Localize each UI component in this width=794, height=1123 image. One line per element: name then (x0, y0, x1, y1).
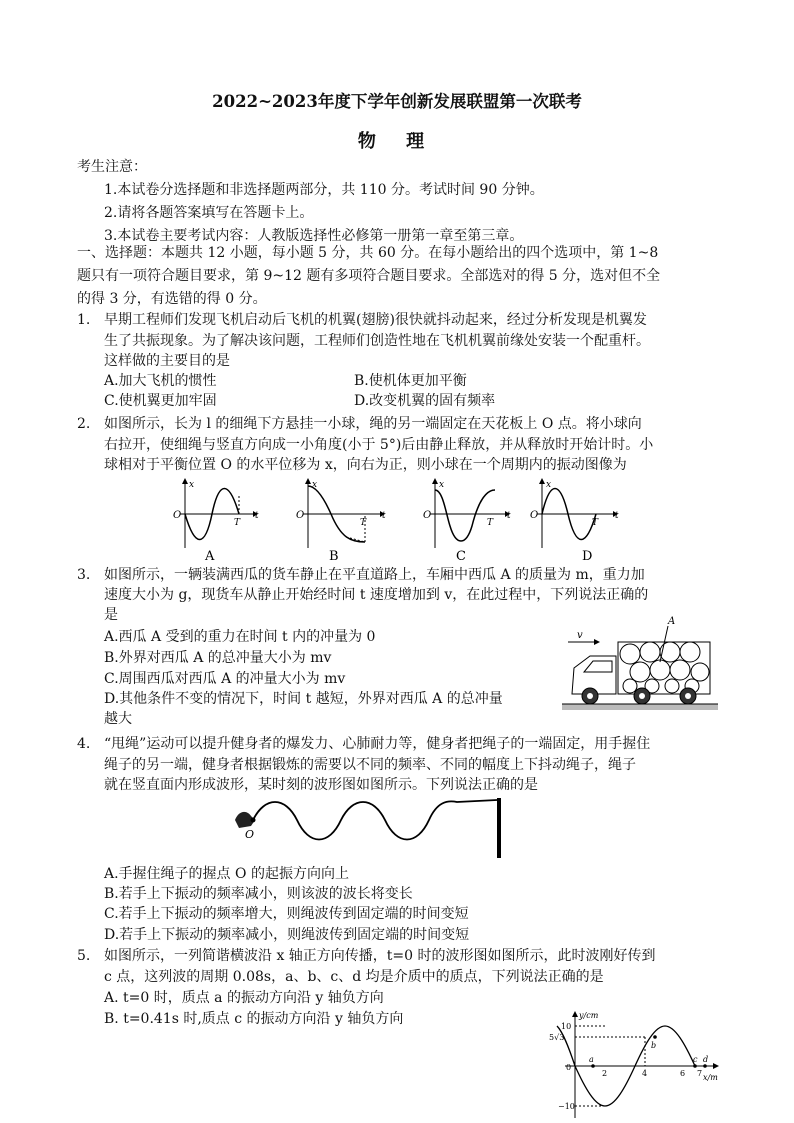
question-text: 生了共振现象。为了解决该问题，工程师们创造性地在飞机机翼前缘处安装一个配重杆。 (104, 333, 650, 349)
question-text: 如图所示，一列简谐横波沿 x 轴正方向传播，t=0 时的波形图如图所示，此时波刚好传到 (104, 948, 656, 964)
question-text: 就在竖直面内形成波形，某时刻的波形图如图所示。下列说法正确的是 (104, 777, 538, 793)
graph-label-c: C (456, 549, 466, 564)
question-number: 2. (77, 416, 91, 432)
section-heading-line: 一、选择题：本题共 12 小题，每小题 5 分，共 60 分。在每小题给出的四个选项中，第 1~8 (77, 245, 659, 261)
axis-label-x: x (439, 480, 445, 490)
question-text: 速度大小为 g，现货车从静止开始经时间 t 速度增加到 v，在此过程中，下列说法正确的 (104, 587, 649, 603)
section-heading-line: 题只有一项符合题目要求，第 9~12 题有多项符合题目要求。全部选对的得 5 分，选对但不全 (77, 268, 661, 284)
section-heading-line: 的得 3 分，有选错的得 0 分。 (77, 291, 267, 307)
watermelon-label: A (668, 616, 676, 627)
graph-b (296, 478, 386, 548)
question-text: 是 (104, 607, 118, 623)
exam-title: 2022~2023年度下学年创新发展联盟第一次联考 (212, 92, 582, 111)
graph-a (173, 478, 259, 548)
question-number: 5. (77, 948, 91, 964)
x-tick-7: 7 (697, 1069, 703, 1078)
period-label: T (234, 518, 241, 528)
point-b-label: b (651, 1041, 657, 1050)
graph-label-a: A (205, 549, 215, 564)
question-number: 3. (77, 567, 91, 583)
x-tick-4: 4 (642, 1069, 648, 1078)
option-a: A.手握住绳子的握点 O 的起振方向向上 (104, 866, 349, 882)
y-tick-10: 10 (561, 1022, 572, 1031)
point-c-label: c (693, 1055, 698, 1064)
notice-item: 3.本试卷主要考试内容：人教版选择性必修第一册第一章至第三章。 (104, 228, 524, 244)
option-c: C.使机翼更加牢固 (104, 393, 217, 409)
velocity-label: v (577, 630, 583, 641)
graph-label-b: B (329, 549, 339, 564)
option-d: D.若手上下振动的频率减小，则绳波传到固定端的时间变短 (104, 927, 470, 943)
x-axis-label: x/m (703, 1073, 718, 1082)
graph-c (423, 478, 511, 548)
notice-heading: 考生注意： (77, 159, 147, 175)
truck-figure (560, 612, 720, 716)
point-a-label: a (589, 1055, 594, 1064)
option-c: C.若手上下振动的频率增大，则绳波传到固定端的时间变短 (104, 906, 469, 922)
axis-label-t: t (615, 511, 619, 521)
rope-figure (225, 798, 515, 860)
option-a: A.加大飞机的惯性 (104, 373, 217, 389)
question-text: 早期工程师们发现飞机启动后飞机的机翼(翅膀)很快就抖动起来，经过分析发现是机翼发 (104, 312, 647, 328)
question-text: 这样做的主要目的是 (104, 353, 230, 369)
subject-title: 物 理 (357, 131, 437, 152)
y-tick-5root3: 5√3 (549, 1033, 565, 1042)
point-d-label: d (703, 1055, 709, 1064)
notice-item: 1.本试卷分选择题和非选择题两部分，共 110 分。考试时间 90 分钟。 (104, 182, 544, 198)
origin-label: O (423, 510, 432, 521)
origin-label: O (173, 510, 182, 521)
question-text: 右拉开，使细绳与竖直方向成一小角度(小于 5°)后由静止释放，并从释放时开始计时。小 (104, 437, 654, 453)
axis-label-t: t (507, 511, 511, 521)
axis-label-t: t (382, 511, 386, 521)
q2-graphs (165, 476, 625, 566)
question-text: “甩绳”运动可以提升健身者的爆发力、心肺耐力等，健身者把绳子的一端固定，用手握住 (104, 736, 651, 752)
option-c: C.周围西瓜对西瓜 A 的冲量大小为 mv (104, 671, 346, 687)
y-axis-label: y/cm (579, 1011, 599, 1020)
graph-label-d: D (582, 549, 593, 564)
question-text: 如图所示，一辆装满西瓜的货车静止在平直道路上，车厢中西瓜 A 的质量为 m，重力加 (104, 567, 645, 583)
axis-label-t: t (255, 511, 259, 521)
axis-label-x: x (312, 480, 318, 490)
x-tick-6: 6 (680, 1069, 686, 1078)
wave-graph (545, 1008, 725, 1120)
x-tick-2: 2 (602, 1069, 608, 1078)
y-tick-neg10: −10 (558, 1102, 575, 1111)
question-number: 1. (77, 312, 91, 328)
origin-label: O (296, 510, 305, 521)
option-b: B. t=0.41s 时,质点 c 的振动方向沿 y 轴负方向 (104, 1011, 404, 1027)
axis-label-x: x (189, 480, 195, 490)
question-text: 绳子的另一端，健身者根据锻炼的需要以不同的频率、不同的幅度上下抖动绳子，绳子 (104, 757, 636, 773)
grip-point-label: O (245, 828, 255, 841)
origin-label: O (530, 510, 539, 521)
axis-label-x: x (546, 480, 552, 490)
option-a: A.西瓜 A 受到的重力在时间 t 内的冲量为 0 (104, 629, 376, 645)
option-b: B.若手上下振动的频率减小，则该波的波长将变长 (104, 886, 413, 902)
question-text: 如图所示，长为 l 的细绳下方悬挂一小球，绳的另一端固定在天花板上 O 点。将小球向 (104, 416, 642, 432)
period-label: T (487, 518, 494, 528)
period-label: T (360, 518, 367, 528)
option-b: B.使机体更加平衡 (354, 373, 467, 389)
notice-item: 2.请将各题答案填写在答题卡上。 (104, 205, 314, 221)
option-d: D.改变机翼的固有频率 (354, 393, 496, 409)
graph-d (530, 478, 619, 548)
y-tick-0: 0 (566, 1063, 572, 1072)
question-text: c 点，这列波的周期 0.08s，a、b、c、d 均是介质中的质点，下列说法正确的是 (104, 969, 604, 985)
option-d-cont: 越大 (104, 711, 132, 727)
question-text: 球相对于平衡位置 O 的水平位移为 x，向右为正，则小球在一个周期内的振动图像为 (104, 457, 627, 473)
question-number: 4. (77, 736, 91, 752)
option-d: D.其他条件不变的情况下，时间 t 越短，外界对西瓜 A 的总冲量 (104, 691, 503, 707)
option-a: A. t=0 时，质点 a 的振动方向沿 y 轴负方向 (104, 990, 384, 1006)
option-b: B.外界对西瓜 A 的总冲量大小为 mv (104, 650, 332, 666)
period-label: T (592, 518, 599, 528)
